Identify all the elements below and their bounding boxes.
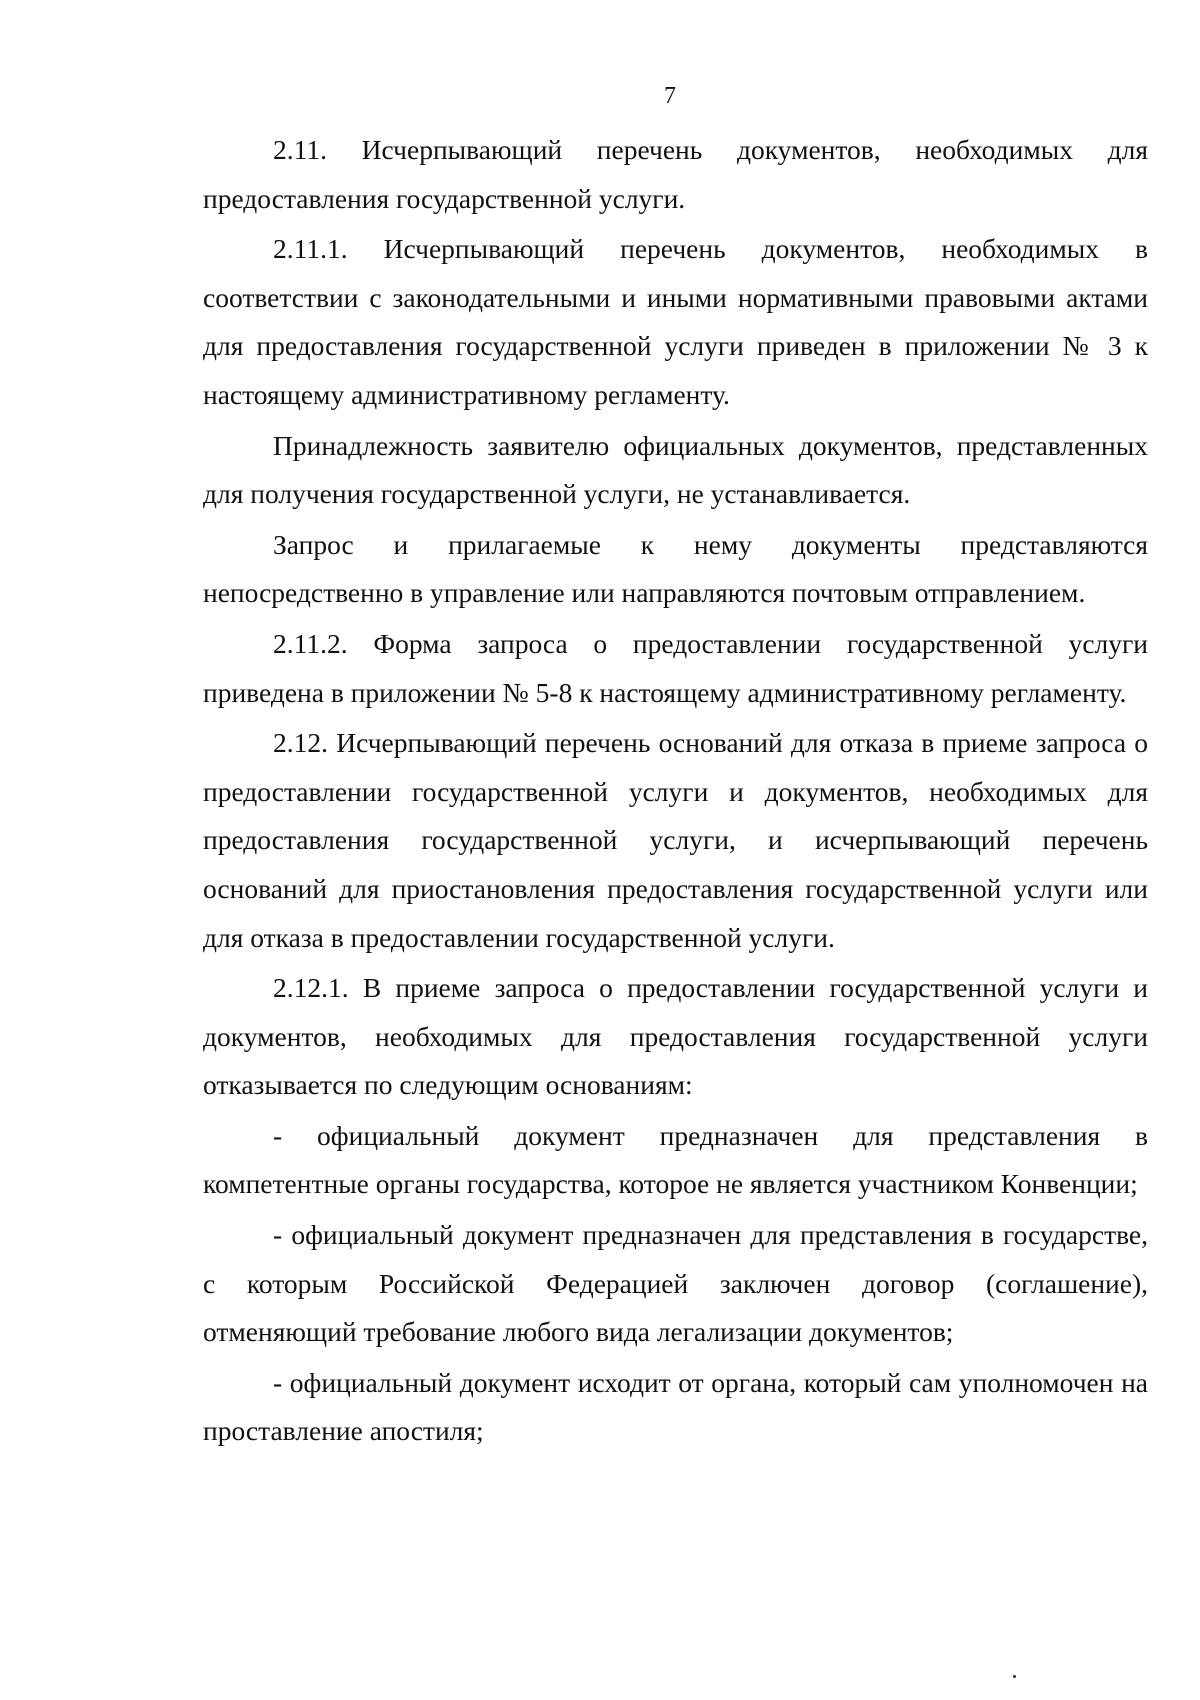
paragraph-2-12-1: 2.12.1. В приеме запроса о предоставлении государственной услуги и документов, необходимых для предоставления государственной услуги отказывается по следующим основаниям: — [203, 972, 1148, 1101]
list-item-treaty: - официальный документ предназначен для представления в государстве, с которым Российской Федерацией заключен договор (соглашение), отменяющий требование любого вида легализации документов; — [203, 1219, 1148, 1348]
page-number: 7 — [664, 83, 676, 109]
paragraph-request-submission: Запрос и прилагаемые к нему документы представляются непосредственно в управление или направляются почтовым отправлением. — [203, 528, 1148, 609]
document-body — [203, 126, 1148, 1456]
scan-speck — [1013, 1675, 1016, 1678]
paragraph-2-11: 2.11. Исчерпывающий перечень документов, необходимых для предоставления государственной услуги. — [203, 134, 1148, 214]
paragraph-2-11-2: 2.11.2. Форма запроса о предоставлении государственной услуги приведена в приложении № 5-8 к настоящему административному регламенту. — [203, 627, 1148, 708]
paragraph-2-12: 2.12. Исчерпывающий перечень оснований для отказа в приеме запроса о предоставлении государственной услуги и документов, необходимых для предоставления государственной услуги, и исчерпывающий перечень оснований для приостановления предоставления государственной услуги или для отказа в предоставлении государственной услуги. — [203, 727, 1148, 953]
list-item-authority: - официальный документ исходит от органа, который сам уполномочен на проставление апостиля; — [203, 1366, 1148, 1447]
paragraph-2-11-1: 2.11.1. Исчерпывающий перечень документов, необходимых в соответствии с законодательными и иными нормативными правовыми актами для предоставления государственной услуги приведен в приложении № 3 к настоящему административному регламенту. — [203, 233, 1148, 410]
list-item-convention: - официальный документ предназначен для представления в компетентные органы государства, которое не является участником Конвенции; — [203, 1119, 1148, 1200]
paragraph-ownership: Принадлежность заявителю официальных документов, представленных для получения государственной услуги, не устанавливается. — [203, 429, 1148, 510]
